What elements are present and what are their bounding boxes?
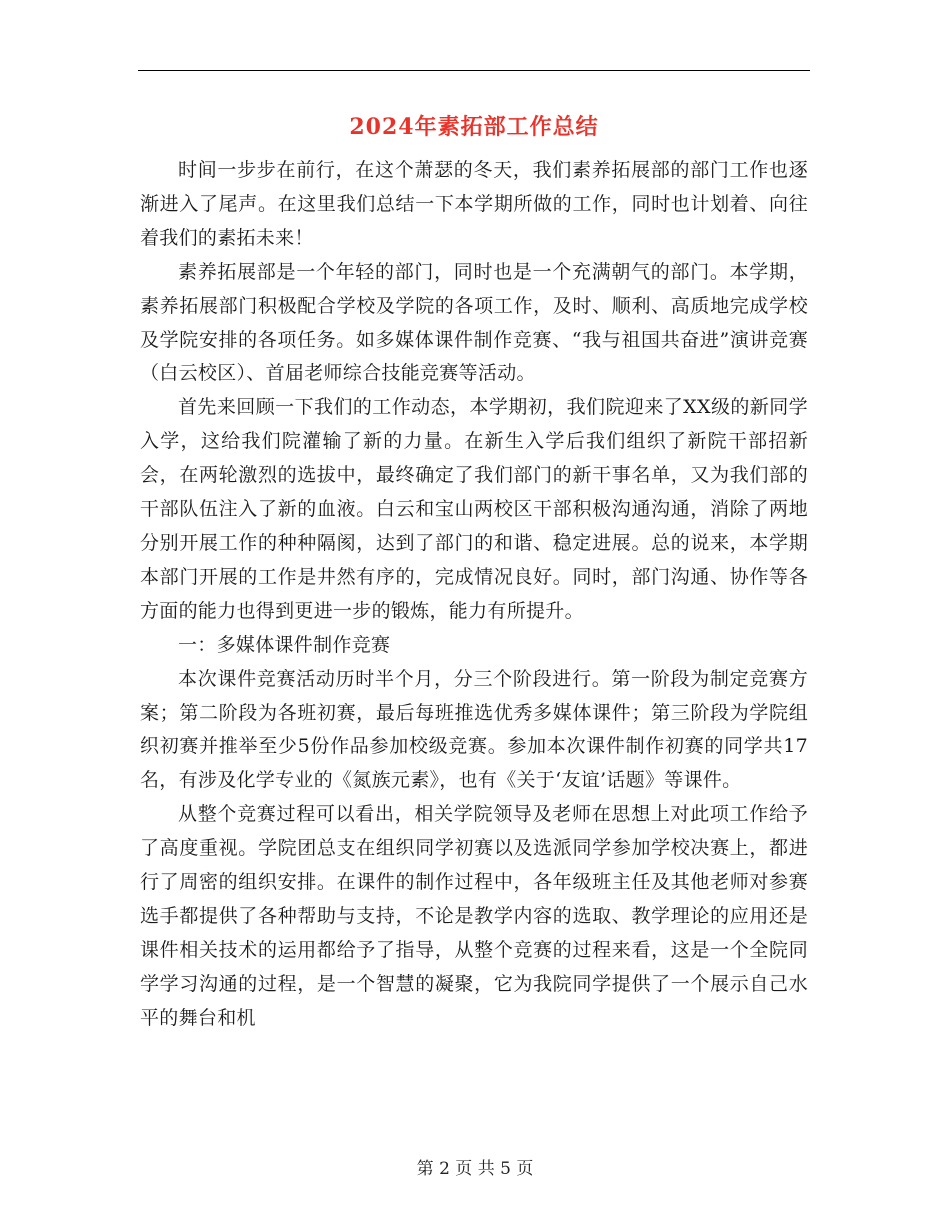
paragraph-department: 素养拓展部是一个年轻的部门，同时也是一个充满朝气的部门。本学期，素养拓展部门积极配合学校及学院的各项工作，及时、顺利、高质地完成学校及学院安排的各项任务。如多媒体课件制作竞赛、“我与祖国共奋进”演讲竞赛（白云校区）、首届老师综合技能竞赛等活动。 <box>140 260 808 385</box>
paragraph-contest-stages: 本次课件竞赛活动历时半个月，分三个阶段进行。第一阶段为制定竞赛方案；第二阶段为各班初赛，最后每班推选优秀多媒体课件；第三阶段为学院组织初赛并推举至少5份作品参加校级竞赛。参加本次课件制作初赛的同学共17名，有涉及化学专业的《氮族元素》，也有《关于‘友谊’话题》等课件。 <box>140 667 808 792</box>
page-number-footer: 第 2 页 共 5 页 <box>416 1159 534 1179</box>
paragraph-review: 首先来回顾一下我们的工作动态，本学期初，我们院迎来了XX级的新同学入学，这给我们院灌输了新的力量。在新生入学后我们组织了新院干部招新会，在两轮激烈的选拔中，最终确定了我们部门的新干事名单，又为我们部的干部队伍注入了新的血液。白云和宝山两校区干部积极沟通沟通，消除了两地分别开展工作的种种隔阂，达到了部门的和谐、稳定进展。总的说来，本学期本部门开展的工作是井然有序的，完成情况良好。同时，部门沟通、协作等各方面的能力也得到更进一步的锻炼，能力有所提升。 <box>140 396 808 622</box>
header-rule <box>138 70 810 71</box>
section-heading-multimedia: 一：多媒体课件制作竞赛 <box>178 633 391 656</box>
document-body <box>140 154 808 1036</box>
paragraph-intro: 时间一步步在前行，在这个萧瑟的冬天，我们素养拓展部的部门工作也逐渐进入了尾声。在这里我们总结一下本学期所做的工作，同时也计划着、向往着我们的素拓未来！ <box>140 159 808 249</box>
paragraph-contest-review: 从整个竞赛过程可以看出，相关学院领导及老师在思想上对此项工作给予了高度重视。学院团总支在组织同学初赛以及选派同学参加学校决赛上，都进行了周密的组织安排。在课件的制作过程中，各年级班主任及其他老师对参赛选手都提供了各种帮助与支持，不论是教学内容的选取、教学理论的应用还是课件相关技术的运用都给予了指导，从整个竞赛的过程来看，这是一个全院同学学习沟通的过程，是一个智慧的凝聚，它为我院同学提供了一个展示自己水平的舞台和机 <box>140 803 808 1029</box>
document-title: 2024年素拓部工作总结 <box>349 114 599 140</box>
